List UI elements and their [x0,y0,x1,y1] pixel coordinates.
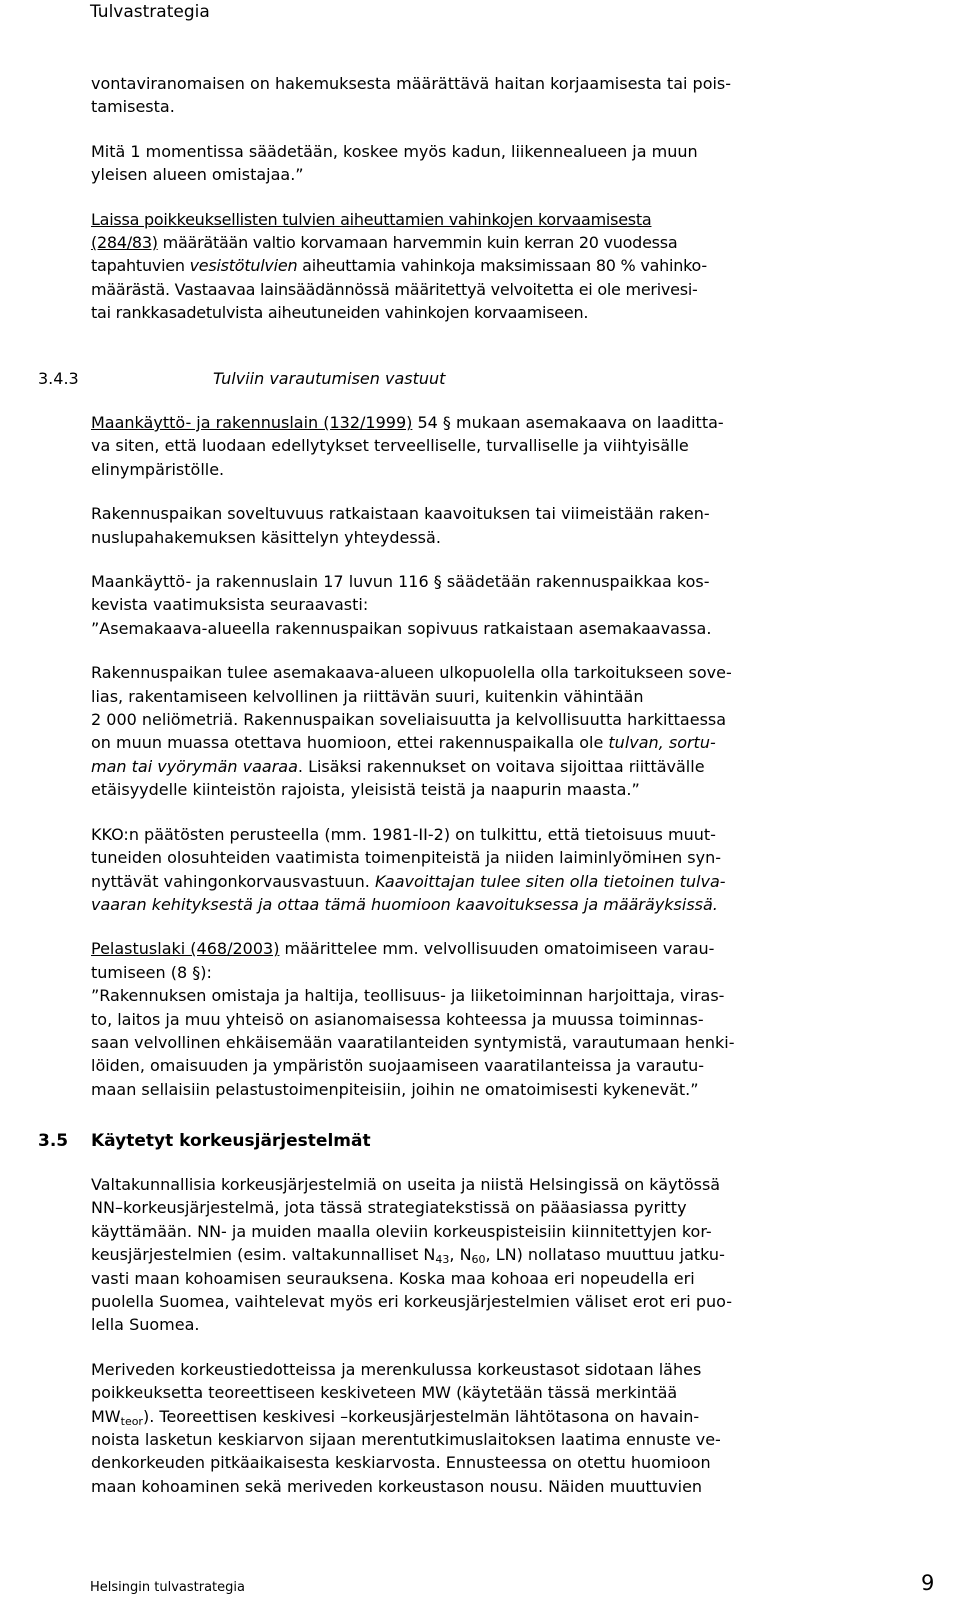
body-block-3 [91,1173,831,1498]
section-heading-3-5 [38,1130,371,1153]
paragraph [91,661,831,801]
text-run: Valtakunnallisia korkeusjärjestelmiä on useita ja niistä Helsingissä on käytössä NN–korkeusjärjestelmä, jota tässä strategiatekstissä on pääasiassa pyritty käyttämään. NN- ja muiden maalla oleviin korkeuspisteisiin kiinnitettyjen kor- keusjärjestelmien (esim. valtakunnalliset N [91,1175,721,1265]
text-run: aiheuttamia vahinkoja maksimissaan 80 % vahinko- määrästä. Vastaavaa lainsäädännössä määritettyä velvoitetta ei ole merivesi- tai rankkasadetulvista aiheutuneiden vahinkojen korvaamiseen. [91,256,707,323]
text-run-italic: Kaavoittajan tulee siten olla tietoinen tulva- vaaran kehityksestä ja ottaa tämä huomioon kaavoituksessa ja määräyksissä. [91,871,726,914]
text-run: KKO:n päätösten perusteella (mm. 1981-II-2) on tulkittu, että tietoisuus muut- tuneiden olosuhteiden vaatimista toimenpiteistä ja niiden laiminlyömінen syn- nyttävät vahingonkorvausvastuun. [91,824,722,891]
subscript: teor [120,1414,143,1428]
text-run: 54 § mukaan asemakaava on laaditta- va siten, että luodaan edellytykset terveelliselle, turvalliselle ja viihtyisälle elinympäristölle. [91,413,724,479]
paragraph: Rakennuspaikan soveltuvuus ratkaistaan kaavoituksen tai viimeistään raken- nuslupahakemuksen käsittelyn yhteydessä. [91,504,710,547]
paragraph: Mitä 1 momentissa säädetään, koskee myös kadun, liikennealueen ja muun yleisen alueen omistajaa.” [91,141,698,185]
text-run-italic: vesistötulvien [189,256,298,276]
text-run: , LN) nollataso muuttuu jatku- vasti maan kohoamisen seurauksena. Koska maa kohoaa eri nopeudella eri puolella Suomea, vaihtelevat myös eri korkeusjärjestelmien väliset erot eri puo- lella Suomea. [91,1245,732,1335]
text-run: Rakennuspaikan tulee asemakaava-alueen ulkopuolella olla tarkoitukseen sove- lias, rakentamiseen kelvollinen ja riittävän suuri, kuitenkin vähintään 2 000 neliömetriä. Rakennuspaikan soveliaisuutta ja kelvollisuutta harkittaessa on muun muassa otettava huomioon, ettei rakennuspaikalla ole [91,663,732,753]
paragraph [91,208,831,325]
law-reference-link[interactable]: Pelastuslaki (468/2003) [91,939,280,959]
paragraph [91,411,831,481]
paragraph [91,1173,831,1337]
paragraph [91,937,831,1101]
page-number: 9 [921,1571,935,1595]
paragraph [91,1358,831,1498]
text-run: Meriveden korkeustiedotteissa ja merenkulussa korkeustasot sidotaan lähes poikkeuksetta teoreettiseen keskiveteen MW (käytetään tässä merkintää MW [91,1359,702,1426]
body-block-1 [91,72,831,325]
subscript: 60 [471,1253,486,1267]
subscript: 43 [435,1253,450,1267]
paragraph: Maankäyttö- ja rakennuslain 17 luvun 116 § säädetään rakennuspaikkaa kos- kevista vaatimuksista seuraavasti: ”Asemakaava-alueella rakennuspaikan sopivuus ratkaistaan asemakaavassa. [91,572,712,638]
text-run-italic: tulvan, sortu- man tai vyörymän vaaraa [91,733,716,776]
paragraph: vontaviranomaisen on hakemuksesta määrättävä haitan korjaamisesta tai pois- tamisesta. [91,74,732,117]
section-number: 3.4.3 [38,369,79,388]
section-heading-3-4-3 [38,367,445,390]
text-run: . Lisäksi rakennukset on voitava sijoittaa riittävälle etäisyydelle kiinteistön rajoista, yleisistä teistä ja naapurin maasta.” [91,756,705,800]
text-run: ). Teoreettisen keskivesi –korkeusjärjestelmän lähtötasona on havain- noista lasketun keskiarvon sijaan merentutkimuslaitoksen laatima ennuste ve- denkorkeuden pitkäaikaisesta keskiarvosta. Ennusteessa on otettu huomioon maan kohoaminen sekä meriveden korkeustason nousu. Näiden muuttuvien [91,1406,721,1496]
text-run: määrätään valtio korvamaan harvemmin kuin kerran 20 vuodessa tapahtuvien [91,233,678,276]
body-block-2 [91,411,831,1101]
law-reference-link[interactable]: Maankäyttö- ja rakennuslain (132/1999) [91,413,413,432]
law-reference-link[interactable]: Laissa poikkeuksellisten tulvien aiheuttamien vahinkojen korvaamisesta (284/83) [91,209,652,253]
paragraph [91,823,831,917]
text-run: , N [449,1245,472,1265]
text-run: määrittelee mm. velvollisuuden omatoimiseen varau- tumiseen (8 §): ”Rakennuksen omistaja ja haltija, teollisuus- ja liiketoiminnan harjoittaja, viras- to, laitos ja muu yhteisö on asianomaisessa kohteessa ja muussa toiminnas- saan velvollinen ehkäisemään vaaratilanteiden syntymistä, varautumaan henki- löiden, omaisuuden ja ympäristön suojaamiseen vaaratilanteissa ja varautu- maan sellaisiin pelastustoimenpiteisiin, joihin ne omatoimisesti kykenevät.” [91,939,735,1099]
running-header: Tulvastrategia [90,2,210,22]
section-number: 3.5 [38,1131,69,1151]
footer-title: Helsingin tulvastrategia [90,1580,245,1595]
section-title: Tulviin varautumisen vastuut [213,369,446,388]
section-title: Käytetyt korkeusjärjestelmät [91,1131,371,1151]
